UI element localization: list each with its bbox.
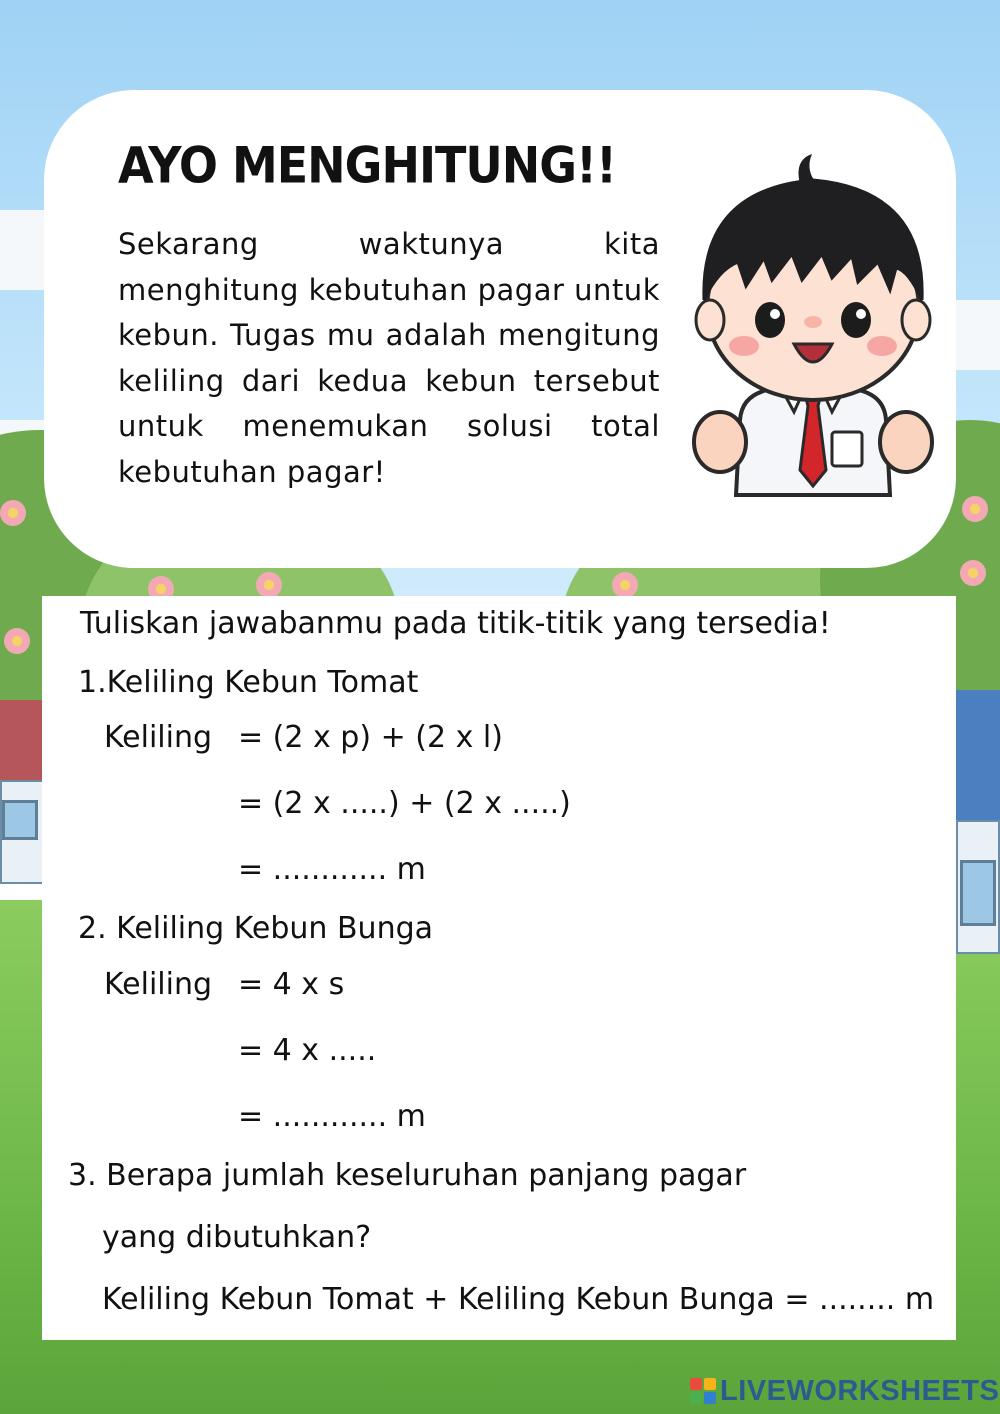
flower [612, 572, 638, 598]
flower [960, 560, 986, 586]
flower [4, 628, 30, 654]
logo-grid-icon [690, 1378, 716, 1404]
q1-heading: 1.Keliling Kebun Tomat [78, 665, 419, 700]
q2-label: Keliling [104, 967, 213, 1002]
flower [256, 572, 282, 598]
house-right [956, 690, 1000, 970]
instruction-text: Tuliskan jawabanmu pada titik-titik yang tersedia! [80, 606, 831, 641]
q1-label: Keliling [104, 720, 213, 755]
q1-result-answer-field[interactable]: = ............ m [238, 852, 426, 887]
q2-step-answer-field[interactable]: = 4 x ..... [238, 1033, 377, 1068]
flower [962, 496, 988, 522]
q3-heading: 3. Berapa jumlah keseluruhan panjang pagar [68, 1158, 747, 1193]
q2-formula: = 4 x s [238, 967, 345, 1002]
q1-step-answer-field[interactable]: = (2 x .....) + (2 x .....) [238, 786, 571, 821]
student-character-illustration [682, 150, 944, 510]
q3-heading-continued: yang dibutuhkan? [102, 1220, 372, 1255]
q2-result-answer-field[interactable]: = ............ m [238, 1099, 426, 1134]
q3-sum-answer-field[interactable]: Keliling Kebun Tomat + Keliling Kebun Bunga = ........ m [102, 1282, 935, 1317]
intro-paragraph: Sekarang waktunya kita menghitung kebutuhan pagar untuk kebun. Tugas mu adalah mengitung keliling dari kedua kebun tersebut untuk menemukan solusi total kebutuhan pagar! [118, 227, 660, 489]
page-title: AYO MENGHITUNG!! [118, 135, 616, 195]
q1-formula: = (2 x p) + (2 x l) [238, 720, 503, 755]
liveworksheets-logo [690, 1374, 999, 1408]
q2-heading: 2. Keliling Kebun Bunga [78, 911, 434, 946]
flower [0, 500, 26, 526]
logo-text: LIVEWORKSHEETS [720, 1374, 1000, 1407]
